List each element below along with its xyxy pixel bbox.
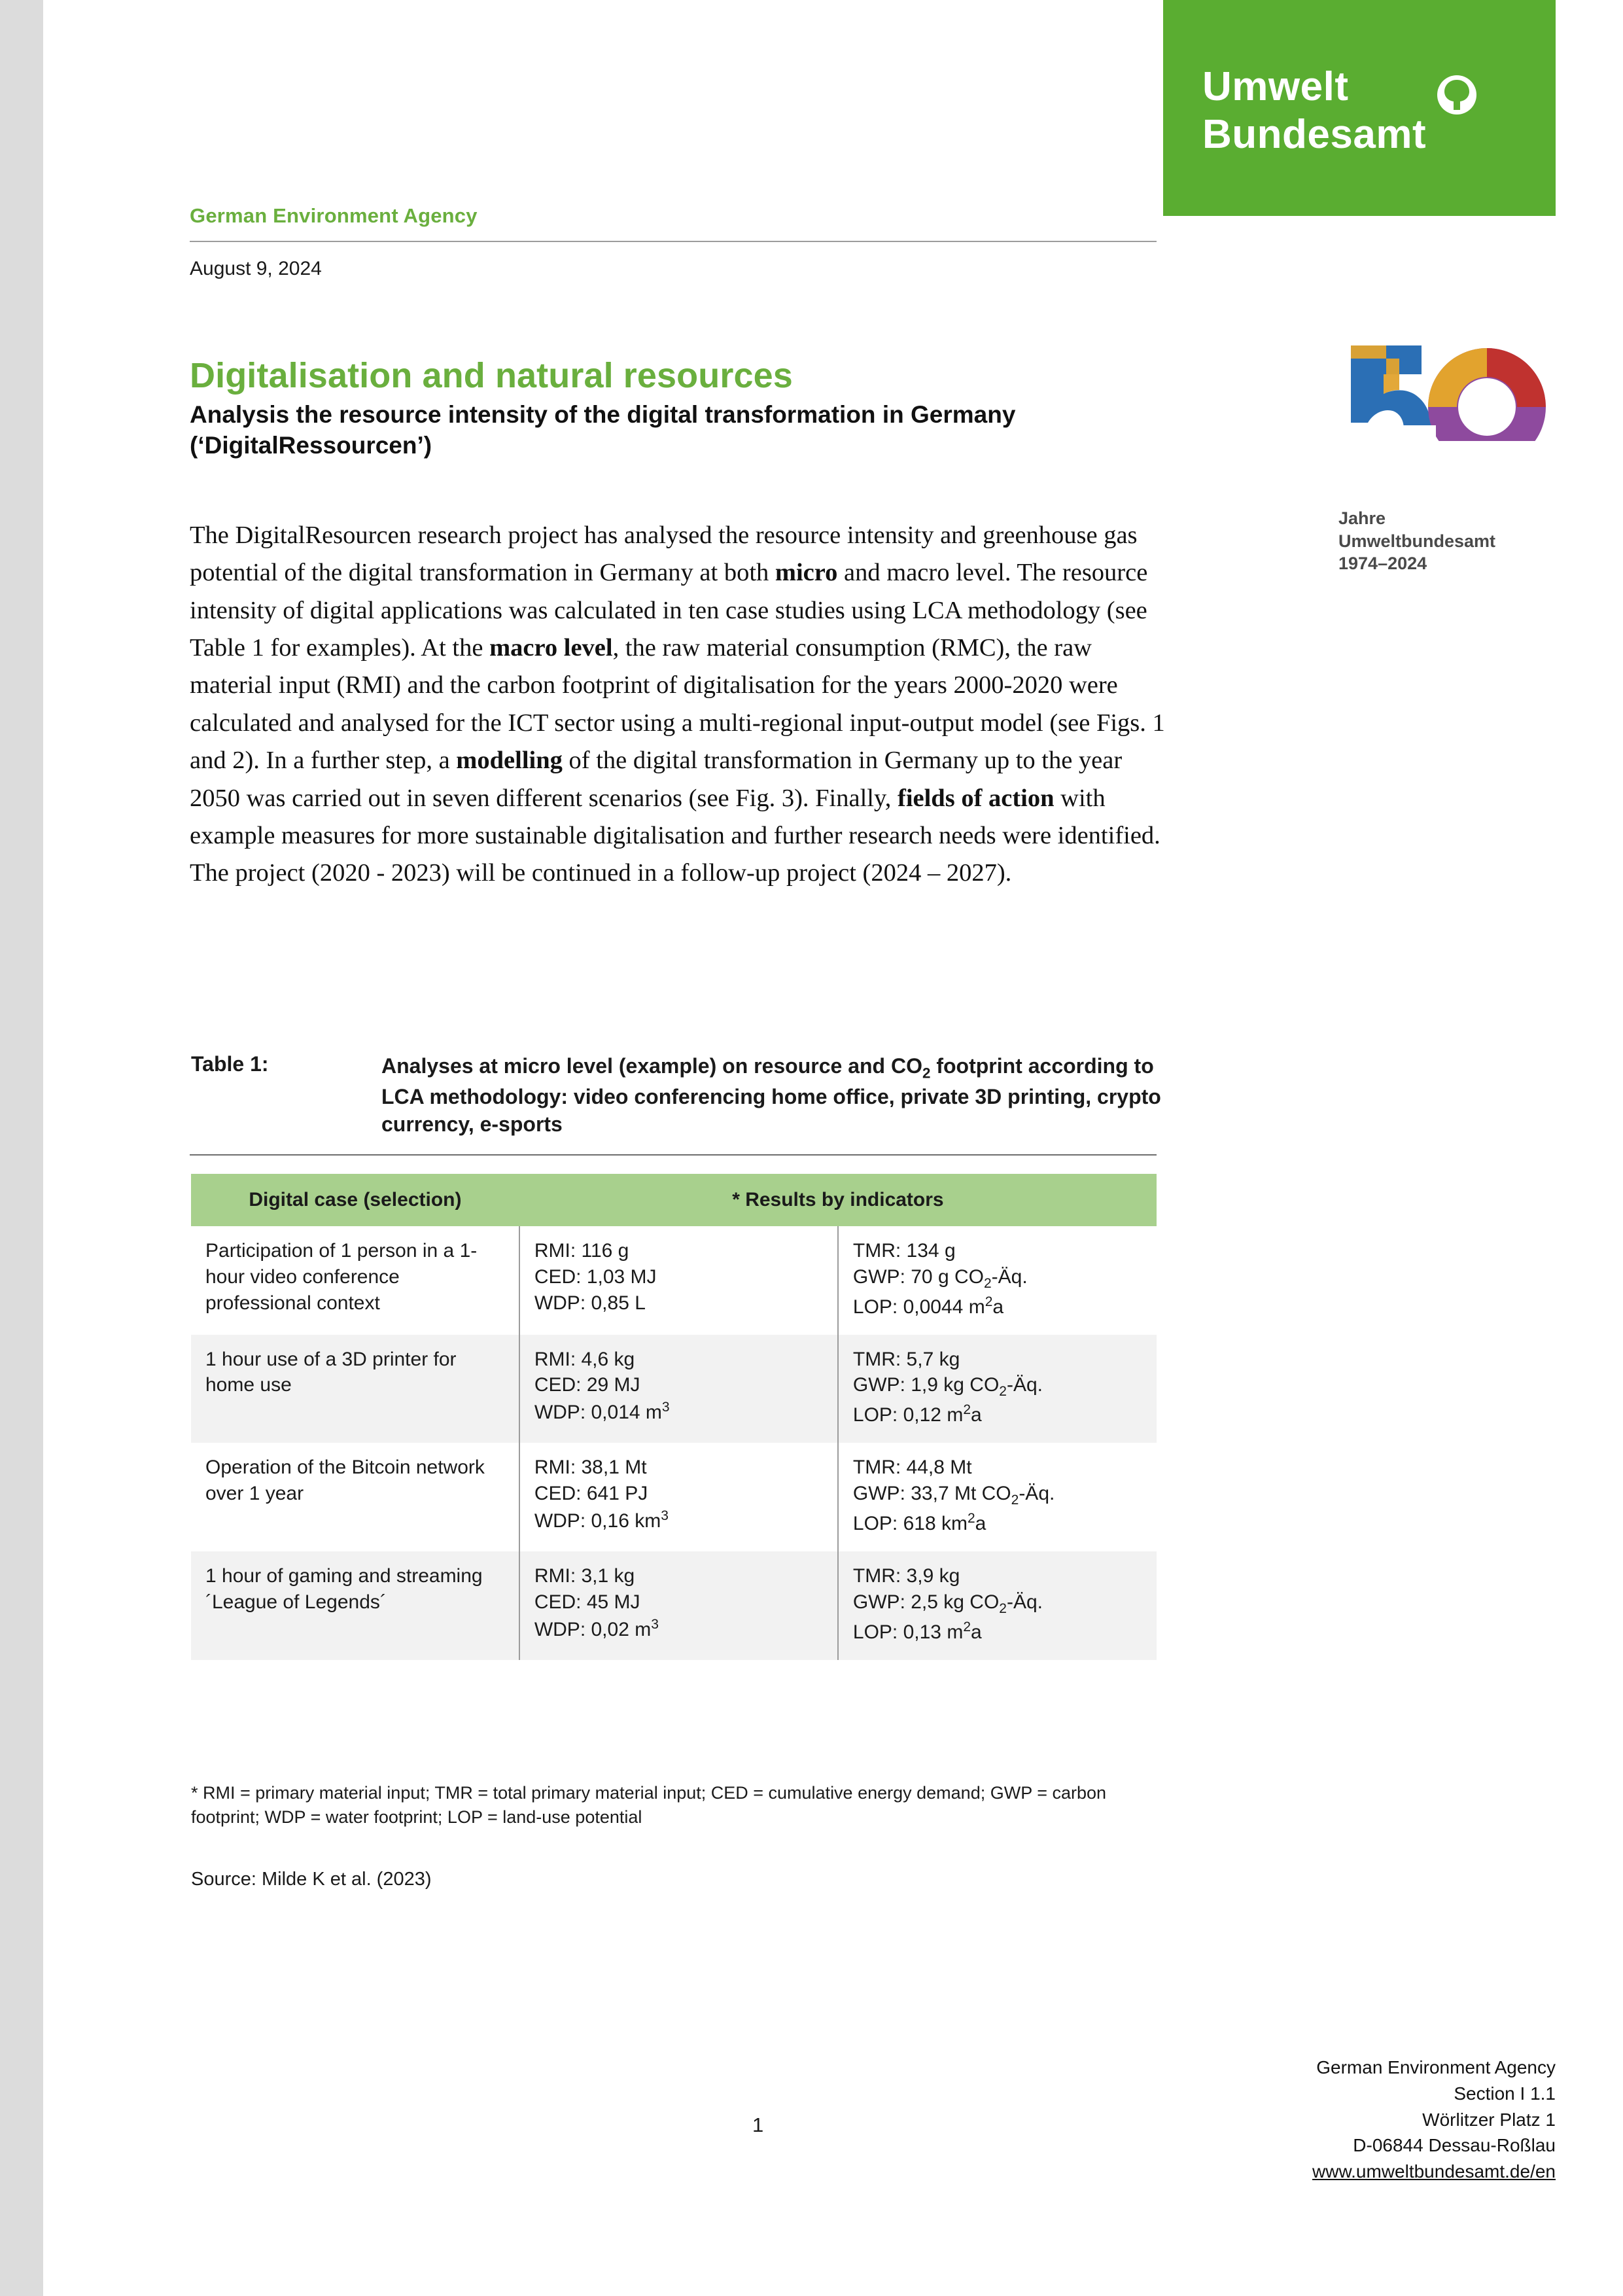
table-header-row <box>191 1174 1157 1226</box>
table-row <box>191 1551 1157 1660</box>
table-header-results: * Results by indicators <box>519 1174 1157 1226</box>
table-caption-label: Table 1: <box>191 1052 269 1076</box>
table-cell-indicators-b: TMR: 134 g GWP: 70 g $CO_2-Äq$. LOP: 0,0044 $m^2a$ <box>838 1226 1157 1335</box>
umweltbundesamt-tree-icon <box>1437 75 1477 115</box>
document-date: August 9, 2024 <box>190 258 322 279</box>
header-divider <box>190 241 1157 242</box>
anniversary-caption-line1: Jahre <box>1338 508 1386 528</box>
table-cell-case: Operation of the Bitcoin network over 1 year <box>191 1443 519 1551</box>
umweltbundesamt-logo-block <box>1163 0 1556 216</box>
table-cell-case: Participation of 1 person in a 1-hour video conference professional context <box>191 1226 519 1335</box>
footer-line-city: D-06844 Dessau-Roßlau <box>1353 2135 1556 2156</box>
footer-address <box>981 2055 1556 2185</box>
page-title: Digitalisation and natural resources <box>190 356 793 396</box>
table-source: Source: Milde K et al. (2023) <box>191 1869 432 1890</box>
micro-level-results-table <box>191 1174 1157 1660</box>
page-subtitle: Analysis the resource intensity of the digital transformation in Germany (‘DigitalRessourcen’) <box>190 401 1016 459</box>
anniversary-caption <box>1338 507 1495 575</box>
left-grey-margin-bar <box>0 0 43 2296</box>
table-row <box>191 1335 1157 1443</box>
intro-paragraph: The DigitalResourcen research project has analysed the resource intensity and greenhouse gas potential of the digital transformation in Germany at both micro and macro level. The resource intensity of digital applications was calculated in ten case studies using LCA methodology (see Table 1 for examples). At the macro level, the raw material consumption (RMC), the raw material input (RMI) and the carbon footprint of digitalisation for the years 2000-2020 were calculated and analysed for the ICT sector using a multi-regional input-output model (see Figs. 1 and 2). In a further step, a modelling of the digital transformation in Germany up to the year 2050 was carried out in seven different scenarios (see Fig. 3). Finally, fields of action with example measures for more sustainable digitalisation and further research needs were identified. The project (2020 - 2023) will be continued in a follow-up project (2024 – 2027). <box>190 521 1165 887</box>
anniversary-caption-line3: 1974–2024 <box>1338 554 1427 574</box>
footer-line-street: Wörlitzer Platz 1 <box>1422 2109 1556 2130</box>
logo-wordmark-line1: Umwelt <box>1202 64 1349 109</box>
anniversary-50-logo <box>1338 334 1547 497</box>
table-cell-case: 1 hour use of a 3D printer for home use <box>191 1335 519 1443</box>
table-caption-text: Analyses at micro level (example) on resource and $CO_2$ footprint according to LCA methodology: video conferencing home office, private 3D printing, crypto currency, e-sports <box>381 1054 1161 1137</box>
table-header-case: Digital case (selection) <box>191 1174 519 1226</box>
table-cell-indicators-a: RMI: 116 g CED: 1,03 MJ WDP: 0,85 L <box>519 1226 838 1335</box>
logo-wordmark-line2: Bundesamt <box>1202 112 1427 158</box>
table-cell-indicators-b: TMR: 3,9 kg GWP: 2,5 kg $CO_2-Äq$. LOP: 0,13 $m^2a$ <box>838 1551 1157 1660</box>
page-number: 1 <box>752 2113 764 2136</box>
agency-name: German Environment Agency <box>190 204 478 227</box>
table-cell-case: 1 hour of gaming and streaming ´League of Legends´ <box>191 1551 519 1660</box>
table-top-divider <box>190 1154 1157 1156</box>
table-cell-indicators-b: TMR: 5,7 kg GWP: 1,9 kg $CO_2-Äq$. LOP: 0,12 $m^2a$ <box>838 1335 1157 1443</box>
anniversary-caption-line2: Umweltbundesamt <box>1338 531 1496 551</box>
footer-website-link[interactable]: www.umweltbundesamt.de/en <box>1312 2161 1556 2181</box>
table-row <box>191 1443 1157 1551</box>
footer-line-section: Section I 1.1 <box>1454 2083 1556 2104</box>
table-row <box>191 1226 1157 1335</box>
table-cell-indicators-b: TMR: 44,8 Mt GWP: 33,7 Mt $CO_2-Äq$. LOP: 618 $km^2a$ <box>838 1443 1157 1551</box>
footer-line-agency: German Environment Agency <box>1316 2057 1556 2077</box>
table-cell-indicators-a: RMI: 4,6 kg CED: 29 MJ WDP: 0,014 $m^3$ <box>519 1335 838 1443</box>
table-cell-indicators-a: RMI: 3,1 kg CED: 45 MJ WDP: 0,02 $m^3$ <box>519 1551 838 1660</box>
table-footnote: * RMI = primary material input; TMR = total primary material input; CED = cumulative energy demand; GWP = carbon footprint; WDP = water footprint; LOP = land-use potential <box>191 1783 1107 1828</box>
table-cell-indicators-a: RMI: 38,1 Mt CED: 641 PJ WDP: 0,16 $km^3$ <box>519 1443 838 1551</box>
logo-wordmark <box>1202 63 1426 158</box>
table-body <box>191 1226 1157 1660</box>
